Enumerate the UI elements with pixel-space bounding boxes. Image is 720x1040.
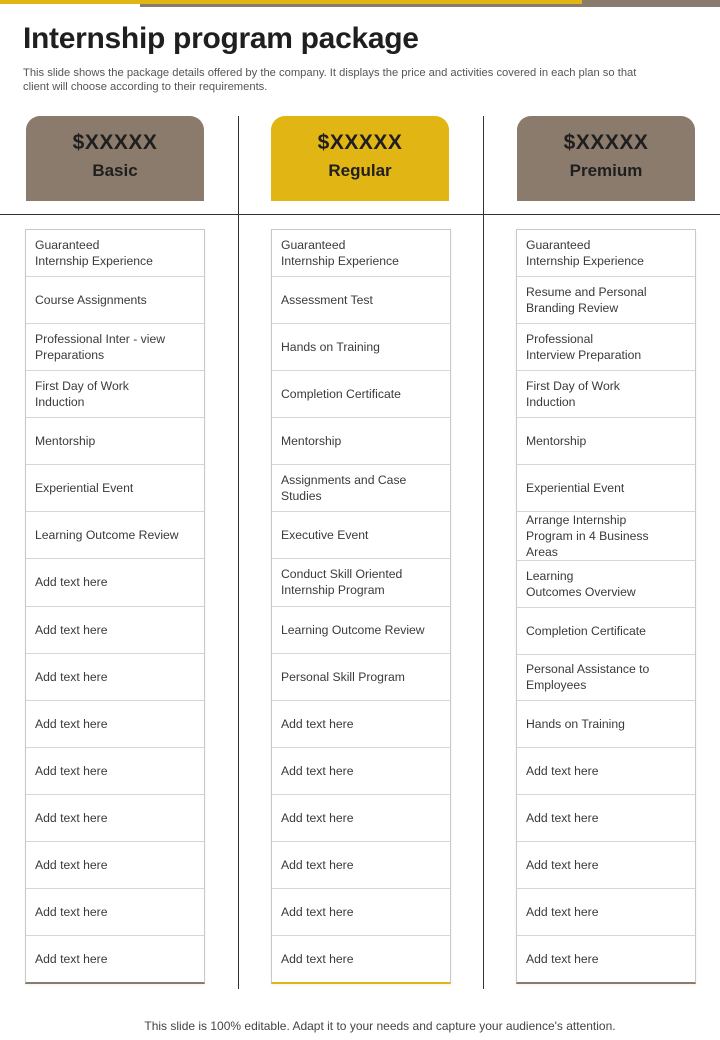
plan-item: Add text here bbox=[272, 842, 450, 889]
plan-item: Add text here bbox=[26, 889, 204, 936]
plan-item: First Day of Work Induction bbox=[26, 371, 204, 418]
plan-header-premium bbox=[517, 116, 695, 201]
plan-item: Add text here bbox=[526, 952, 599, 967]
plan-item: Experiential Event bbox=[517, 465, 695, 512]
header-divider bbox=[0, 214, 720, 215]
plan-item: Guaranteed Internship Experience bbox=[26, 230, 204, 277]
plan-item: Course Assignments bbox=[26, 277, 204, 324]
plan-item: Completion Certificate bbox=[517, 608, 695, 655]
plan-item: Executive Event bbox=[272, 512, 450, 559]
plan-item: Professional Interview Preparation bbox=[517, 324, 695, 371]
plan-item: Add text here bbox=[26, 748, 204, 795]
plan-name-basic: Basic bbox=[92, 161, 138, 180]
plan-item: Add text here bbox=[35, 951, 108, 966]
plan-price-premium: $XXXXX bbox=[563, 131, 649, 154]
plan-item: Arrange Internship Program in 4 Business Areas bbox=[517, 512, 695, 561]
column-divider-2 bbox=[483, 116, 484, 989]
plan-items-basic bbox=[25, 229, 205, 984]
plan-item: Add text here bbox=[26, 654, 204, 701]
plan-item: Add text here bbox=[517, 795, 695, 842]
plan-items-regular bbox=[271, 229, 451, 984]
plan-header-basic bbox=[26, 116, 204, 201]
plan-price-regular: $XXXXX bbox=[317, 131, 403, 154]
footer-note: This slide is 100% editable. Adapt it to your needs and capture your audience's attention. bbox=[144, 1019, 616, 1033]
plan-items-premium bbox=[516, 229, 696, 984]
plan-item: Hands on Training bbox=[517, 701, 695, 748]
plan-item: Add text here bbox=[272, 889, 450, 936]
plan-item: First Day of Work Induction bbox=[517, 371, 695, 418]
plan-item: Add text here bbox=[26, 701, 204, 748]
plan-item: Add text here bbox=[517, 748, 695, 795]
plan-item: Hands on Training bbox=[272, 324, 450, 371]
plan-item: Mentorship bbox=[272, 418, 450, 465]
plan-name-premium: Premium bbox=[569, 161, 643, 180]
plan-item: Experiential Event bbox=[26, 465, 204, 512]
plan-item: Add text here bbox=[26, 607, 204, 654]
plan-item: Personal Assistance to Employees bbox=[517, 655, 695, 702]
plan-item: Add text here bbox=[272, 701, 450, 748]
plan-item: Conduct Skill Oriented Internship Program bbox=[272, 559, 450, 606]
page-title: Internship program package bbox=[23, 22, 419, 55]
plan-item: Professional Inter - view Preparations bbox=[26, 324, 204, 371]
plan-item: Personal Skill Program bbox=[272, 654, 450, 701]
plan-item: Resume and Personal Branding Review bbox=[517, 277, 695, 324]
plan-item: Guaranteed Internship Experience bbox=[272, 230, 450, 277]
top-accent-bar-gold-overlay bbox=[140, 0, 582, 4]
plan-item: Add text here bbox=[26, 559, 204, 606]
plan-item: Add text here bbox=[517, 842, 695, 889]
plan-item: Add text here bbox=[272, 748, 450, 795]
plan-item: Assignments and Case Studies bbox=[272, 465, 450, 512]
plan-item: Learning Outcomes Overview bbox=[517, 561, 695, 608]
plan-item: Assessment Test bbox=[272, 277, 450, 324]
plan-item: Mentorship bbox=[26, 418, 204, 465]
plan-name-regular: Regular bbox=[328, 161, 392, 180]
plan-price-basic: $XXXXX bbox=[72, 131, 158, 154]
page-subtitle: This slide shows the package details offered by the company. It displays the price and activities covered in each plan so that client will choose according to their requirements. bbox=[23, 67, 637, 93]
plan-item: Add text here bbox=[281, 951, 354, 966]
plan-item: Learning Outcome Review bbox=[26, 512, 204, 559]
plan-item: Learning Outcome Review bbox=[272, 607, 450, 654]
plan-item: Add text here bbox=[272, 795, 450, 842]
plan-item: Add text here bbox=[26, 842, 204, 889]
plan-item: Guaranteed Internship Experience bbox=[517, 230, 695, 277]
plan-item: Add text here bbox=[26, 795, 204, 842]
plan-item: Completion Certificate bbox=[272, 371, 450, 418]
plan-item: Mentorship bbox=[517, 418, 695, 465]
column-divider-1 bbox=[238, 116, 239, 989]
plan-item: Add text here bbox=[517, 889, 695, 936]
plan-header-regular bbox=[271, 116, 449, 201]
